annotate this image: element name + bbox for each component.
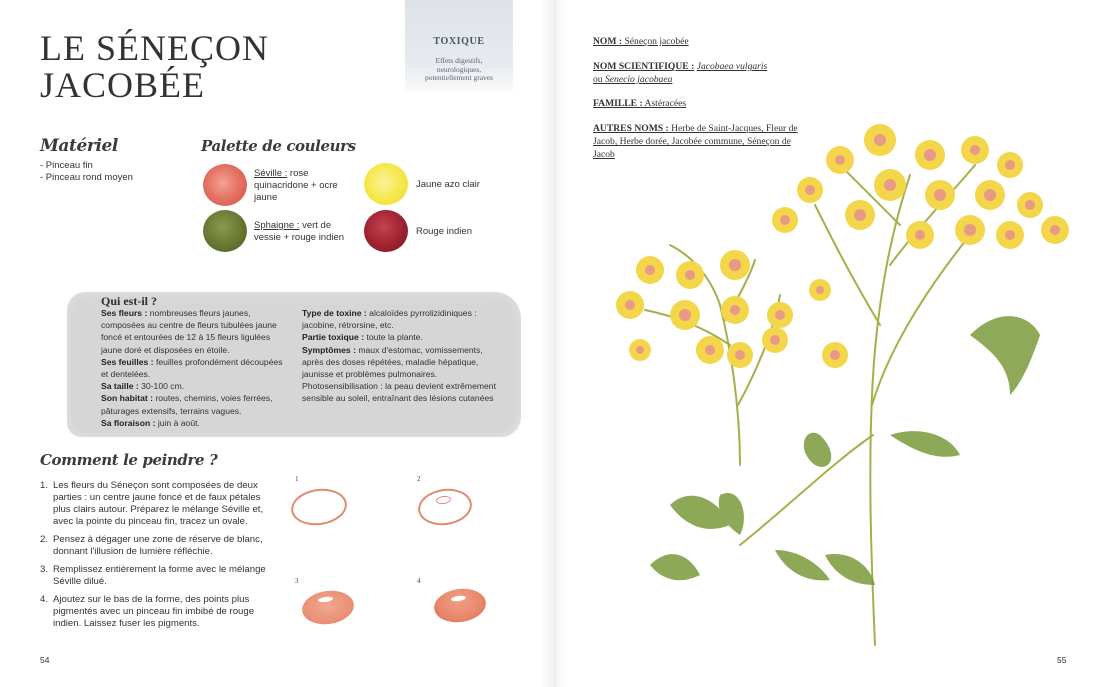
swatch-jaune-azo	[364, 163, 408, 205]
meta-key: NOM :	[593, 36, 623, 47]
swatch-label-jaune-azo: Jaune azo clair	[416, 179, 480, 190]
swatch-name: Séville :	[254, 168, 288, 179]
swatch-seville	[203, 164, 247, 206]
meta-value: Jacobaea vulgaris	[696, 61, 768, 72]
meta-key: NOM SCIENTIFIQUE :	[593, 61, 695, 72]
swatch-name: Sphaigne :	[254, 220, 300, 231]
swatch-label-rouge-indien: Rouge indien	[416, 226, 472, 237]
step-number: 3.	[40, 564, 49, 575]
materiel-list	[40, 160, 133, 184]
fact-key: Sa floraison :	[101, 417, 158, 428]
meta-nom-scientifique	[593, 60, 813, 86]
toxic-label: TOXIQUE	[433, 36, 485, 47]
page-number-left: 54	[40, 655, 50, 665]
page-title	[40, 30, 269, 104]
fact-value: maux d'estomac, vomissements, après des doses répétées, maladie hépatique, jaunisse et problèmes pulmonaires.	[302, 344, 483, 380]
materiel-item: - Pinceau fin	[40, 160, 93, 171]
swatch-desc: vert de vessie + rouge indien	[254, 220, 345, 243]
page-number-right: 55	[1057, 655, 1067, 665]
meta-key: AUTRES NOMS :	[593, 123, 669, 134]
step-item	[40, 564, 275, 588]
fact-key: Ses fleurs :	[101, 308, 150, 318]
title-line-1: LE SÉNEÇON	[40, 28, 269, 68]
materiel-item: - Pinceau rond moyen	[40, 172, 133, 183]
ragwort-illustration	[590, 105, 1090, 650]
fact-key: Type de toxine :	[302, 308, 370, 318]
step-item	[40, 480, 275, 528]
sketch-number: 3	[295, 577, 299, 585]
fact-value: alcaloïdes pyrrolizidiniques : jacobine, rétrorsine, etc.	[302, 308, 477, 331]
step-text: Les fleurs du Séneçon sont composées de deux parties : un centre jaune foncé et de faux pétales plus clairs autour. Préparez le mélange Séville et, avec la pointe du pinceau fin, tracez un ovale.	[53, 480, 264, 527]
painting-steps	[40, 480, 275, 636]
fact-value: Photosensibilisation : la peau devient extrêmement sensible au soleil, entraînant des lésions cutanées	[302, 381, 496, 404]
fact-key: Partie toxique :	[302, 332, 367, 343]
step-number: 2.	[40, 534, 49, 545]
fact-value: juin à août.	[157, 417, 200, 428]
swatch-sphaigne	[203, 210, 247, 252]
title-line-2: JACOBÉE	[40, 65, 206, 105]
palette-heading: Palette de couleurs	[201, 137, 356, 155]
sketch-number: 4	[417, 577, 421, 585]
fact-value: feuilles profondément découpées et dentelées.	[101, 356, 283, 380]
meta-value: Senecio jacobaea	[605, 74, 673, 85]
meta-nom	[593, 35, 813, 48]
qui-est-il-title: Qui est-il ?	[101, 294, 157, 308]
step-number: 1.	[40, 480, 49, 491]
materiel-heading: Matériel	[40, 136, 118, 156]
swatch-rouge-indien	[364, 210, 408, 252]
swatch-label-sphaigne	[254, 220, 354, 244]
step-item	[40, 534, 275, 558]
qui-est-il-column-2	[302, 307, 498, 405]
fact-key: Sa taille :	[101, 381, 142, 392]
fact-value: toute la plante.	[366, 332, 423, 343]
toxic-badge	[405, 0, 513, 92]
meta-value: Séneçon jacobée	[622, 36, 689, 47]
meta-key: FAMILLE :	[593, 98, 643, 109]
fact-key: Son habitat :	[101, 393, 156, 404]
fact-value: routes, chemins, voies ferrées, pâturages extensifs, terrains vagues.	[101, 393, 273, 416]
meta-value: Herbe de Saint-Jacques, Fleur de Jacob, Herbe dorée, Jacobée commune, Séneçon de Jacob	[593, 123, 798, 160]
fact-key: Ses feuilles :	[101, 356, 156, 367]
sketch-number: 1	[295, 475, 299, 483]
step-text: Remplissez entièrement la forme avec le mélange Séville dilué.	[53, 564, 266, 587]
toxic-effects: Effets digestifs, neurologiques, potentiellement graves	[424, 56, 494, 82]
step-number: 4.	[40, 594, 49, 605]
qui-est-il-column-1	[101, 307, 289, 429]
step-text: Ajoutez sur le bas de la forme, des points plus pigmentés avec un pinceau fin imbibé de rouge indien. Laissez fuser les pigments.	[53, 594, 255, 629]
fact-value: nombreuses fleurs jaunes, composées au centre de fleurs tubulées jaune foncé et entourées de 12 à 15 fleurs ligulées jaune doré et disposées en étoile.	[101, 308, 277, 355]
step-item	[40, 594, 275, 630]
step-text: Pensez à dégager une zone de réserve de blanc, donnant l'illusion de lumière réfléchie.	[53, 534, 263, 557]
sketch-number: 2	[417, 475, 421, 483]
fact-value: 30-100 cm.	[141, 381, 185, 392]
comment-heading: Comment le peindre ?	[40, 451, 218, 469]
meta-connector: ou	[593, 74, 605, 85]
meta-value: Astéracées	[642, 98, 687, 109]
fact-key: Symptômes :	[302, 344, 359, 355]
swatch-label-seville	[254, 168, 354, 204]
book-gutter	[540, 0, 570, 687]
swatch-desc: rose quinacridone + ocre jaune	[254, 168, 338, 203]
